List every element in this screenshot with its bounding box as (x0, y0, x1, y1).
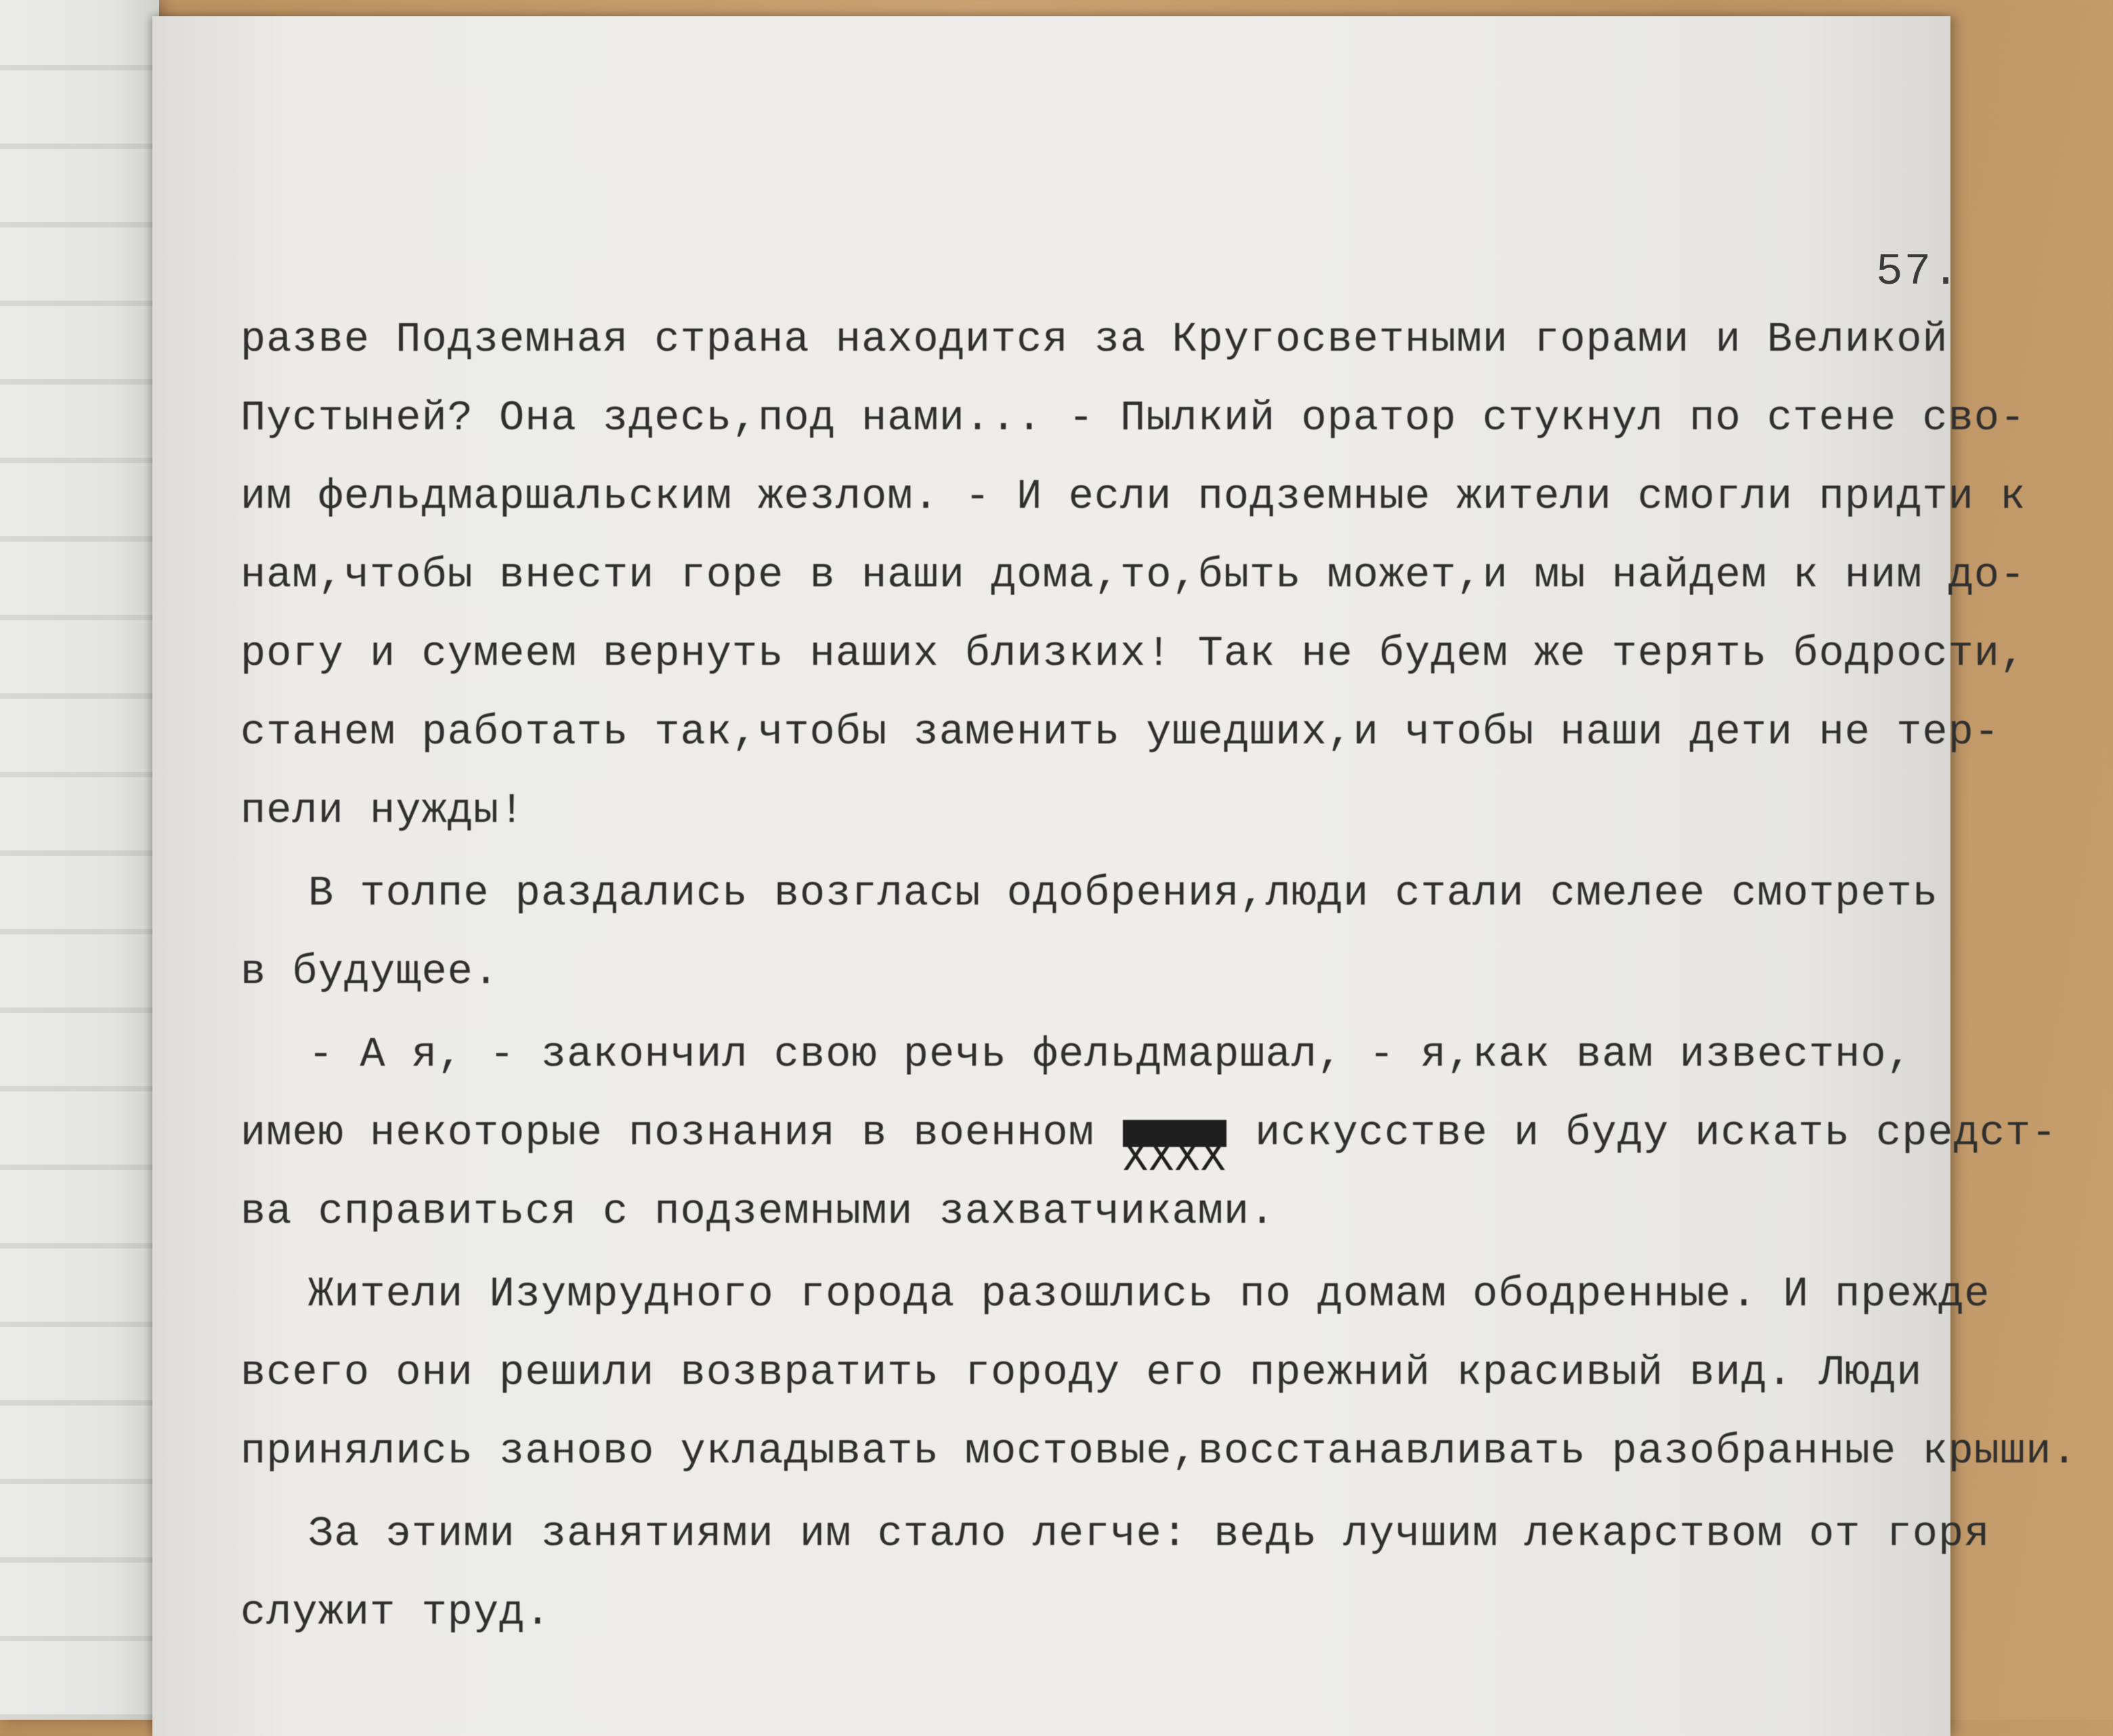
text-line (240, 1094, 2057, 1183)
paragraph (240, 854, 1938, 1012)
paragraph (240, 301, 2026, 850)
text-line: нам,чтобы внести горе в наши дома,то,быть может,и мы найдем к ним до- (240, 551, 2026, 599)
page-number: 57. (1876, 246, 1961, 297)
text-fragment: имею некоторые познания в военном (240, 1109, 1094, 1157)
typewritten-page (152, 16, 2078, 1736)
facing-page-text-shadow (0, 0, 159, 1720)
text-line: За этими занятиями им стало легче: ведь лучшим лекарством от горя (308, 1510, 1990, 1558)
text-line: им фельдмаршальским жезлом. - И если подземные жители смогли придти к (240, 473, 2026, 521)
text-line: всего они решили возвратить городу его прежний красивый вид. Люди (240, 1349, 1923, 1397)
paragraph (240, 1495, 1990, 1652)
text-line: ва справиться с подземными захватчиками. (240, 1188, 1276, 1236)
paragraph (240, 1255, 2078, 1491)
text-line: рогу и сумеем вернуть наших близких! Так не будем же терять бодрости, (240, 630, 2026, 678)
text-line: - А я, - закончил свою речь фельдмаршал, - я,как вам известно, (308, 1030, 1913, 1079)
text-line: В толпе раздались возгласы одобрения,люди стали смелее смотреть (308, 869, 1938, 917)
text-line: Пустыней? Она здесь,под нами... - Пылкий оратор стукнул по стене сво- (240, 394, 2026, 442)
text-line: Жители Изумрудного города разошлись по домам ободренные. И прежде (308, 1270, 1990, 1318)
text-line: принялись заново укладывать мостовые,восстанавливать разобранные крыши. (240, 1427, 2078, 1475)
page-body (240, 301, 2078, 1652)
struck-out-word: XXXX (1123, 1120, 1226, 1147)
text-line: пели нужды! (240, 787, 526, 835)
paragraph (240, 1016, 2057, 1251)
facing-page (0, 0, 159, 1720)
text-line: станем работать так,чтобы заменить ушедших,и чтобы наши дети не тер- (240, 708, 2001, 756)
text-fragment: искусстве и буду искать средст- (1255, 1109, 2057, 1157)
text-line: разве Подземная страна находится за Кругосветными горами и Великой (240, 316, 1948, 364)
text-line: служит труд. (240, 1588, 551, 1636)
text-line: в будущее. (240, 948, 500, 996)
